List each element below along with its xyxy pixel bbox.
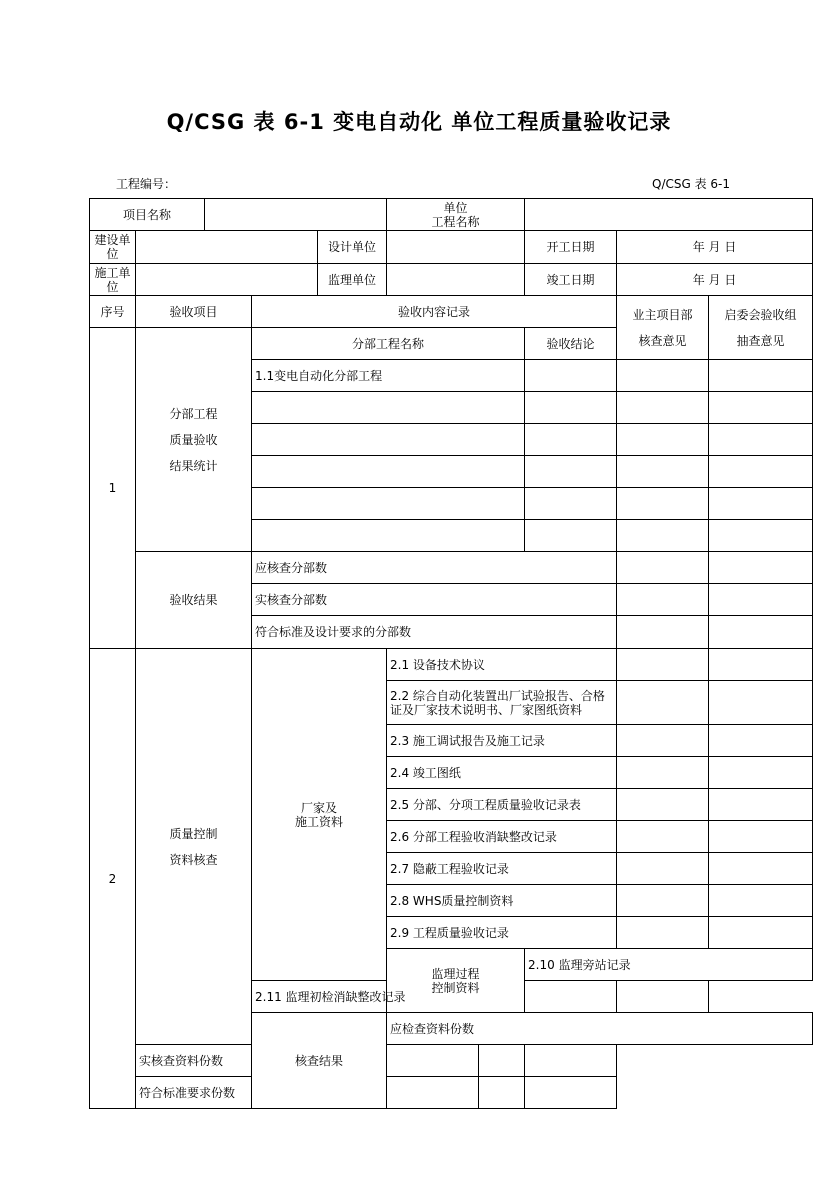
page-title: Q/CSG 表 6-1 变电自动化 单位工程质量验收记录 [166, 110, 672, 134]
item-header: 验收项目 [136, 296, 252, 328]
unit-name-field[interactable] [525, 199, 813, 231]
doc-item-row: 2.9 工程质量验收记录 [387, 917, 617, 949]
committee-opinion-cell[interactable] [709, 725, 813, 757]
design-unit-label: 设计单位 [318, 231, 387, 264]
sub-project-row[interactable] [252, 456, 525, 488]
committee-opinion-cell[interactable] [709, 821, 813, 853]
committee-opinion-cell[interactable] [709, 584, 813, 616]
sub-project-row[interactable] [252, 392, 525, 424]
owner-opinion-cell[interactable] [617, 424, 709, 456]
vendor-docs-label: 厂家及 施工资料 [252, 649, 387, 981]
section2-check-label: 核查结果 [252, 1013, 387, 1109]
doc-item-row: 2.11 监理初检消缺整改记录 [252, 981, 479, 1013]
result-row: 应核查分部数 [252, 552, 617, 584]
committee-opinion-cell[interactable] [709, 424, 813, 456]
owner-opinion-cell[interactable] [479, 1077, 525, 1109]
unit-name-label: 单位 工程名称 [387, 199, 525, 231]
owner-opinion-cell[interactable] [617, 681, 709, 725]
sub-conclusion-cell[interactable] [525, 488, 617, 520]
doc-item-row: 2.7 隐蔽工程验收记录 [387, 853, 617, 885]
start-date-field[interactable]: 年 月 日 [617, 231, 813, 264]
owner-opinion-cell[interactable] [617, 725, 709, 757]
section2-seq: 2 [90, 649, 136, 1109]
sub-project-row[interactable] [252, 424, 525, 456]
owner-opinion-header: 业主项目部 核查意见 [617, 296, 709, 360]
committee-opinion-cell[interactable] [617, 981, 709, 1013]
owner-opinion-cell[interactable] [617, 488, 709, 520]
owner-opinion-cell[interactable] [617, 821, 709, 853]
committee-opinion-cell[interactable] [709, 649, 813, 681]
check-row: 实核查资料份数 [136, 1045, 479, 1077]
owner-opinion-cell[interactable] [617, 616, 709, 649]
sub-conclusion-cell[interactable] [525, 520, 617, 552]
owner-opinion-cell[interactable] [617, 917, 709, 949]
committee-opinion-cell[interactable] [709, 885, 813, 917]
project-number-label: 工程编号： [116, 177, 177, 191]
form-code: Q/CSG 表 6-1 [652, 177, 731, 191]
owner-opinion-cell[interactable] [617, 584, 709, 616]
check-row: 符合标准要求份数 [136, 1077, 479, 1109]
sub-conclusion-cell[interactable] [525, 360, 617, 392]
sub-conclusion-cell[interactable] [525, 424, 617, 456]
owner-opinion-cell[interactable] [617, 456, 709, 488]
sub-project-row[interactable] [252, 520, 525, 552]
section2-group-label: 质量控制 资料核查 [136, 649, 252, 1045]
section1-group-label: 分部工程 质量验收 结果统计 [136, 328, 252, 552]
sub-conclusion-cell[interactable] [525, 392, 617, 424]
section1-seq: 1 [90, 328, 136, 649]
sub-conclusion-cell[interactable] [525, 456, 617, 488]
doc-item-row: 2.2 综合自动化装置出厂试验报告、合格证及厂家技术说明书、厂家图纸资料 [387, 681, 617, 725]
builder-unit-field[interactable] [136, 264, 318, 296]
acceptance-record-table [89, 198, 813, 1109]
result-row: 实核查分部数 [252, 584, 617, 616]
content-header: 验收内容记录 [252, 296, 617, 328]
owner-opinion-cell[interactable] [617, 360, 709, 392]
committee-opinion-cell[interactable] [709, 917, 813, 949]
committee-opinion-cell[interactable] [709, 520, 813, 552]
committee-opinion-cell[interactable] [709, 853, 813, 885]
committee-opinion-cell[interactable] [709, 456, 813, 488]
project-name-label: 项目名称 [90, 199, 205, 231]
construction-unit-label: 建设单位 [90, 231, 136, 264]
committee-opinion-cell[interactable] [709, 681, 813, 725]
committee-opinion-cell[interactable] [709, 616, 813, 649]
check-row: 应检查资料份数 [387, 1013, 813, 1045]
owner-opinion-cell[interactable] [617, 757, 709, 789]
owner-opinion-cell[interactable] [617, 789, 709, 821]
doc-item-row: 2.5 分部、分项工程质量验收记录表 [387, 789, 617, 821]
owner-opinion-cell[interactable] [617, 392, 709, 424]
start-date-label: 开工日期 [525, 231, 617, 264]
doc-item-row: 2.8 WHS质量控制资料 [387, 885, 617, 917]
owner-opinion-cell[interactable] [617, 649, 709, 681]
owner-opinion-cell[interactable] [479, 1045, 525, 1077]
construction-unit-field[interactable] [136, 231, 318, 264]
builder-unit-label: 施工单位 [90, 264, 136, 296]
doc-item-row: 2.1 设备技术协议 [387, 649, 617, 681]
section1-result-label: 验收结果 [136, 552, 252, 649]
owner-opinion-cell[interactable] [617, 885, 709, 917]
committee-opinion-cell[interactable] [709, 360, 813, 392]
doc-item-row: 2.10 监理旁站记录 [525, 949, 813, 981]
design-unit-field[interactable] [387, 231, 525, 264]
owner-opinion-cell[interactable] [617, 853, 709, 885]
sub-conclusion-header: 验收结论 [525, 328, 617, 360]
owner-opinion-cell[interactable] [617, 552, 709, 584]
committee-opinion-cell[interactable] [709, 392, 813, 424]
supervisor-unit-field[interactable] [387, 264, 525, 296]
doc-item-row: 2.3 施工调试报告及施工记录 [387, 725, 617, 757]
result-row: 符合标准及设计要求的分部数 [252, 616, 617, 649]
sub-project-row[interactable] [252, 488, 525, 520]
committee-opinion-cell[interactable] [709, 757, 813, 789]
finish-date-field[interactable]: 年 月 日 [617, 264, 813, 296]
sub-project-name-header: 分部工程名称 [252, 328, 525, 360]
committee-opinion-cell[interactable] [709, 488, 813, 520]
project-name-field[interactable] [205, 199, 387, 231]
committee-opinion-cell[interactable] [525, 1045, 617, 1077]
finish-date-label: 竣工日期 [525, 264, 617, 296]
committee-opinion-cell[interactable] [709, 789, 813, 821]
committee-opinion-cell[interactable] [709, 552, 813, 584]
sub-project-row: 1.1变电自动化分部工程 [252, 360, 525, 392]
owner-opinion-cell[interactable] [617, 520, 709, 552]
owner-opinion-cell[interactable] [525, 981, 617, 1013]
seq-header: 序号 [90, 296, 136, 328]
supervision-docs-label: 监理过程 控制资料 [387, 949, 525, 1013]
committee-opinion-header: 启委会验收组 抽查意见 [709, 296, 813, 360]
committee-opinion-cell[interactable] [525, 1077, 617, 1109]
supervisor-unit-label: 监理单位 [318, 264, 387, 296]
doc-item-row: 2.6 分部工程验收消缺整改记录 [387, 821, 617, 853]
doc-item-row: 2.4 竣工图纸 [387, 757, 617, 789]
